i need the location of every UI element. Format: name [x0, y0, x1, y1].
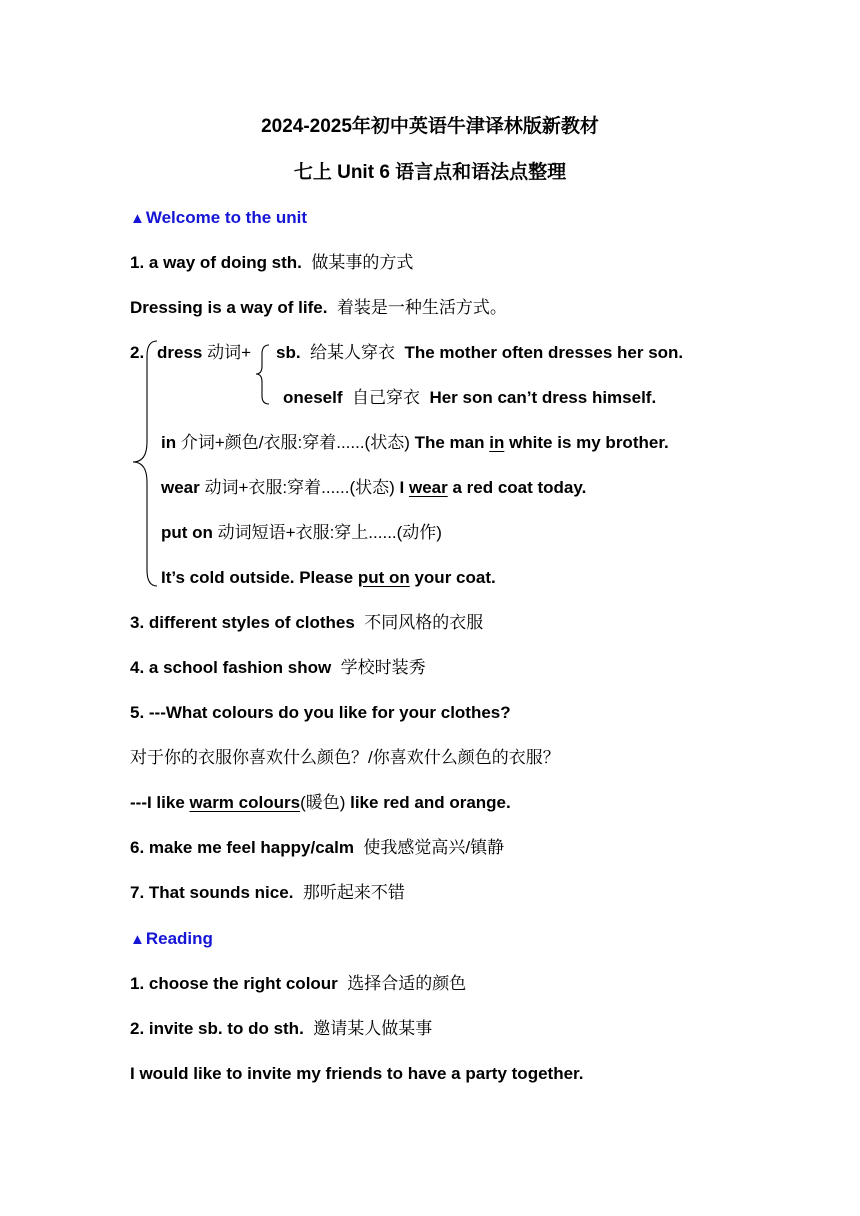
welcome-item-5-answer — [130, 792, 511, 814]
item-en: 4. a school fashion show — [130, 658, 332, 677]
puton-desc: 动词短语+衣服:穿上......(动作) — [217, 523, 442, 542]
welcome-item-4 — [130, 657, 426, 679]
in-example-start: The man — [414, 433, 490, 452]
item-en: 7. That sounds nice. — [130, 883, 294, 902]
triangle-icon: ▲ — [130, 931, 145, 948]
in-desc: 介词+颜色/衣服:穿着......(状态) — [180, 433, 415, 452]
item-zh: 选择合适的颜色 — [347, 974, 467, 993]
oneself-zh: 自己穿衣 — [351, 388, 420, 407]
reading-item-2 — [130, 1018, 432, 1040]
example-zh: 着装是一种生活方式。 — [336, 298, 507, 317]
item-zh: 做某事的方式 — [311, 253, 414, 272]
puton-example-end: your coat. — [409, 568, 496, 587]
sb-zh: 给某人穿衣 — [310, 343, 396, 362]
section-heading-text: Reading — [145, 929, 213, 948]
doc-title-line2: 七上 Unit 6 语言点和语法点整理 — [293, 162, 567, 183]
item-zh: 不同风格的衣服 — [364, 613, 484, 632]
answer-underlined: warm colours — [189, 793, 301, 812]
oneself-example: Her son can’t dress himself. — [429, 388, 657, 407]
section-heading-text: Welcome to the unit — [145, 208, 308, 227]
item-en: 2. invite sb. to do sth. — [130, 1019, 304, 1038]
example-en: Dressing is a way of life. — [130, 298, 328, 317]
reading-item-1 — [130, 973, 466, 995]
wear-example-start: I — [399, 478, 409, 497]
item-en: 1. a way of doing sth. — [130, 253, 302, 272]
small-brace-icon — [256, 345, 269, 404]
welcome-item-3 — [130, 612, 483, 634]
sb-example: The mother often dresses her son. — [404, 343, 684, 362]
triangle-icon: ▲ — [130, 210, 145, 227]
wear-desc: 动词+衣服:穿着......(状态) — [204, 478, 400, 497]
welcome-item-5: 5. ---What colours do you like for your clothes? — [130, 703, 511, 722]
welcome-item-2-number: 2. — [130, 343, 145, 362]
in-example-underlined: in — [489, 433, 505, 452]
puton-example-start: It’s cold outside. Please — [161, 568, 358, 587]
answer-end: like red and orange. — [345, 793, 511, 812]
doc-title-line1: 2024-2025年初中英语牛津译林版新教材 — [261, 116, 599, 137]
dress-zh: 动词+ — [207, 343, 252, 362]
section-heading-reading — [130, 928, 213, 951]
welcome-item-6 — [130, 837, 504, 859]
large-brace-icon — [133, 341, 157, 586]
answer-start: ---I like — [130, 793, 190, 812]
item-en: 6. make me feel happy/calm — [130, 838, 354, 857]
item-zh: 学校时装秀 — [340, 658, 426, 677]
welcome-item-5-translation: 对于你的衣服你喜欢什么颜色？/你喜欢什么颜色的衣服？ — [130, 748, 560, 767]
dress-en: dress — [157, 343, 203, 362]
item-en: 1. choose the right colour — [130, 974, 338, 993]
wear-example-end: a red coat today. — [447, 478, 587, 497]
puton-example-underlined: put on — [357, 568, 410, 587]
wear-example-underlined: wear — [408, 478, 448, 497]
welcome-item-7 — [130, 882, 405, 904]
reading-example-2: I would like to invite my friends to have a party together. — [130, 1064, 584, 1083]
answer-zh: (暖色) — [300, 793, 346, 812]
item-zh: 使我感觉高兴/镇静 — [363, 838, 505, 857]
item-zh: 那听起来不错 — [302, 883, 405, 902]
puton-word: put on — [161, 523, 218, 542]
item-zh: 邀请某人做某事 — [313, 1019, 433, 1038]
sb-en: sb. — [276, 343, 301, 362]
wear-word: wear — [161, 478, 205, 497]
item-en: 3. different styles of clothes — [130, 613, 355, 632]
in-example-end: white is my brother. — [504, 433, 669, 452]
oneself-en: oneself — [283, 388, 343, 407]
in-word: in — [161, 433, 181, 452]
